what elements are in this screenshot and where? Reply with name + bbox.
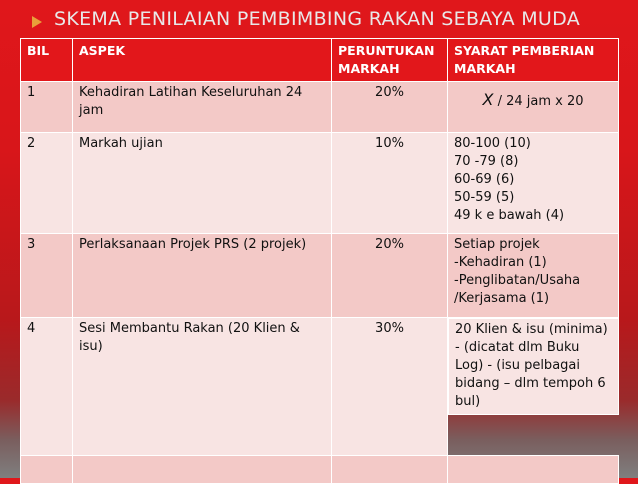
cell-peruntukan: 10%: [332, 133, 448, 234]
syarat-line: /Kerjasama (1): [454, 291, 550, 306]
cell-empty: [21, 456, 73, 484]
table-row: [21, 82, 619, 133]
cell-aspek: Perlaksanaan Projek PRS (2 projek): [73, 234, 332, 318]
cell-bil: 4: [21, 318, 73, 456]
cell-syarat: [448, 234, 619, 318]
syarat-line: 80-100 (10): [454, 136, 531, 151]
syarat-line: -Penglibatan/Usaha: [454, 273, 581, 288]
cell-syarat: [448, 133, 619, 234]
assessment-table: [20, 38, 619, 484]
header-bil: BIL: [21, 39, 73, 82]
hours-formula: [454, 84, 612, 111]
cell-empty: [73, 456, 332, 484]
cell-aspek: Kehadiran Latihan Keseluruhan 24 jam: [73, 82, 332, 133]
x-variable: X: [482, 90, 494, 109]
bullet-arrow-icon: [32, 16, 42, 28]
syarat-line: Setiap projek: [454, 237, 540, 252]
cell-bil: 1: [21, 82, 73, 133]
table-row: [21, 234, 619, 318]
cell-peruntukan: 30%: [332, 318, 448, 456]
header-aspek: ASPEK: [73, 39, 332, 82]
cell-aspek: Markah ujian: [73, 133, 332, 234]
table-header-row: [21, 39, 619, 82]
cell-empty: [448, 456, 619, 484]
page-title: SKEMA PENILAIAN PEMBIMBING RAKAN SEBAYA MUDA: [54, 8, 580, 30]
cell-peruntukan: 20%: [332, 234, 448, 318]
table-row: [21, 133, 619, 234]
cell-syarat: [448, 82, 619, 133]
table-row-empty: [21, 456, 619, 484]
syarat-line: 70 -79 (8): [454, 154, 519, 169]
table-row: [21, 318, 619, 456]
syarat-line: 60-69 (6): [454, 172, 515, 187]
cell-syarat: 20 Klien & isu (minima) - (dicatat dlm Buku Log) - (isu pelbagai bidang – dlm tempoh 6 bul): [448, 318, 619, 415]
cell-aspek: Sesi Membantu Rakan (20 Klien & isu): [73, 318, 332, 456]
title-bar: [0, 6, 638, 36]
cell-peruntukan: 20%: [332, 82, 448, 133]
header-syarat: SYARAT PEMBERIAN MARKAH: [448, 39, 619, 82]
header-peruntukan: PERUNTUKAN MARKAH: [332, 39, 448, 82]
syarat-line: 50-59 (5): [454, 190, 515, 205]
cell-empty: [332, 456, 448, 484]
syarat-line: 49 k e bawah (4): [454, 208, 565, 223]
cell-bil: 2: [21, 133, 73, 234]
cell-bil: 3: [21, 234, 73, 318]
syarat-line: -Kehadiran (1): [454, 255, 547, 270]
formula-text: / 24 jam x 20: [497, 94, 584, 109]
